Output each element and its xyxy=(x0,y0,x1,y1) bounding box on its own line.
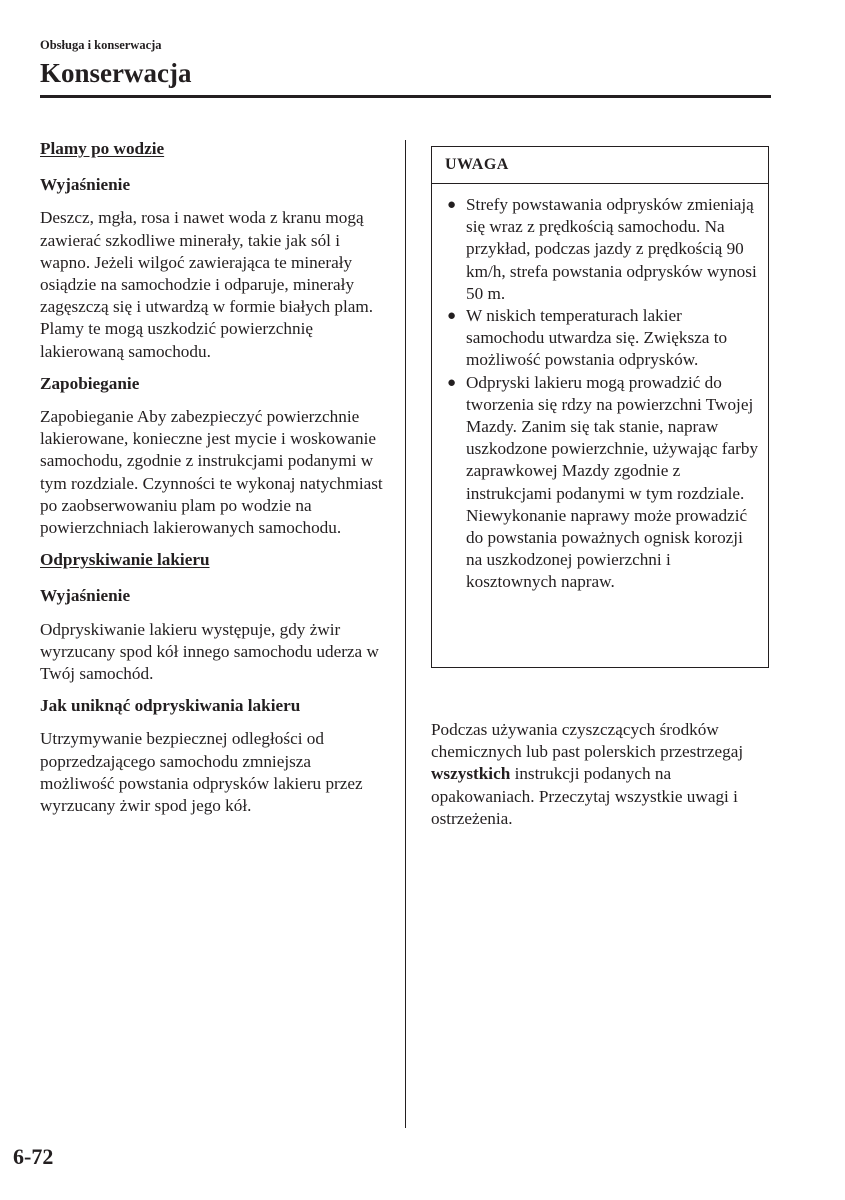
bullet-icon: ● xyxy=(447,374,457,391)
notice-list xyxy=(432,184,768,594)
closing-paragraph xyxy=(431,719,776,830)
paint-chipping-explanation-text: Odpryskiwanie lakieru występuje, gdy żwir wyrzucany spod kół innego samochodu uderza w Twój samochód. xyxy=(40,619,379,684)
notice-box xyxy=(431,146,769,668)
page-number: 6-72 xyxy=(13,1144,54,1169)
paint-chipping-avoid-text: Utrzymywanie bezpiecznej odległości od poprzedzającego samochodu zmniejsza możliwość powstania odprysków lakieru przez wyrzucany żwir spod jego kół. xyxy=(40,729,363,816)
left-column xyxy=(40,138,388,827)
notice-item xyxy=(432,194,768,305)
closing-text-after: instrukcji podanych na opakowaniach. Przeczytaj wszystkie uwagi i ostrzeżenia. xyxy=(431,764,738,828)
notice-header: UWAGA xyxy=(432,147,768,184)
notice-item-text: Odpryski lakieru mogą prowadzić do tworzenia się rdzy na powierzchni Twojej Mazdy. Zanim się tak stanie, napraw uszkodzone powierzchnie, używając farby zaprawkowej Mazdy zgodnie z instrukcjami podanymi w tym rozdziale. Niewykonanie naprawy może prowadzić do powstania poważnych ognisk korozji na uszkodzonej powierzchni i kosztownych napraw. xyxy=(466,372,759,592)
bullet-icon: ● xyxy=(447,197,457,213)
paint-chipping-avoid-heading: Jak uniknąć odpryskiwania lakieru xyxy=(40,696,301,716)
paint-chipping-explanation-heading: Wyjaśnienie xyxy=(40,586,131,606)
bullet-icon: ● xyxy=(447,308,457,325)
notice-item-text: Strefy powstawania odprysków zmieniają się wraz z prędkością samochodu. Na przykład, podczas jazdy z prędkością 90 km/h, strefa powstania odprysków wynosi 50 m. xyxy=(466,195,757,303)
page-title: Konserwacja xyxy=(40,58,192,88)
section-label: Obsługa i konserwacja xyxy=(40,38,162,52)
water-spots-prevention-text: Zapobieganie Aby zabezpieczyć powierzchnie lakierowane, konieczne jest mycie i woskowanie samochodu, zgodnie z instrukcjami podanymi w tym rozdziale. Czynności te wykonaj natychmiast po zaobserwowaniu plam po wodzie na powierzchniach lakierowanych samochodu. xyxy=(40,407,383,538)
paint-chipping-heading: Odpryskiwanie lakieru xyxy=(40,550,210,570)
water-spots-prevention-heading: Zapobieganie xyxy=(40,373,140,393)
notice-item xyxy=(432,305,768,372)
notice-item-text: W niskich temperaturach lakier samochodu utwardza się. Zwiększa to możliwość powstania odprysków. xyxy=(466,306,728,370)
water-spots-heading: Plamy po wodzie xyxy=(40,139,165,158)
water-spots-explanation-text: Deszcz, mgła, rosa i nawet woda z kranu mogą zawierać szkodliwe minerały, takie jak sól i wapno. Jeżeli wilgoć zawierająca te minerały osiądzie na samochodzie i odparuje, minerały zagęszczą się i utwardzą w formie białych plam. Plamy te mogą uszkodzić powierzchnię lakierowaną samochodu. xyxy=(40,208,374,361)
water-spots-explanation-heading: Wyjaśnienie xyxy=(40,175,131,195)
closing-text-emphasis: wszystkich xyxy=(431,764,511,784)
closing-text-before: Podczas używania czyszczących środków chemicznych lub past polerskich przestrzegaj xyxy=(431,720,744,762)
column-divider xyxy=(405,140,406,1128)
notice-item xyxy=(432,372,768,594)
title-rule xyxy=(40,95,771,98)
